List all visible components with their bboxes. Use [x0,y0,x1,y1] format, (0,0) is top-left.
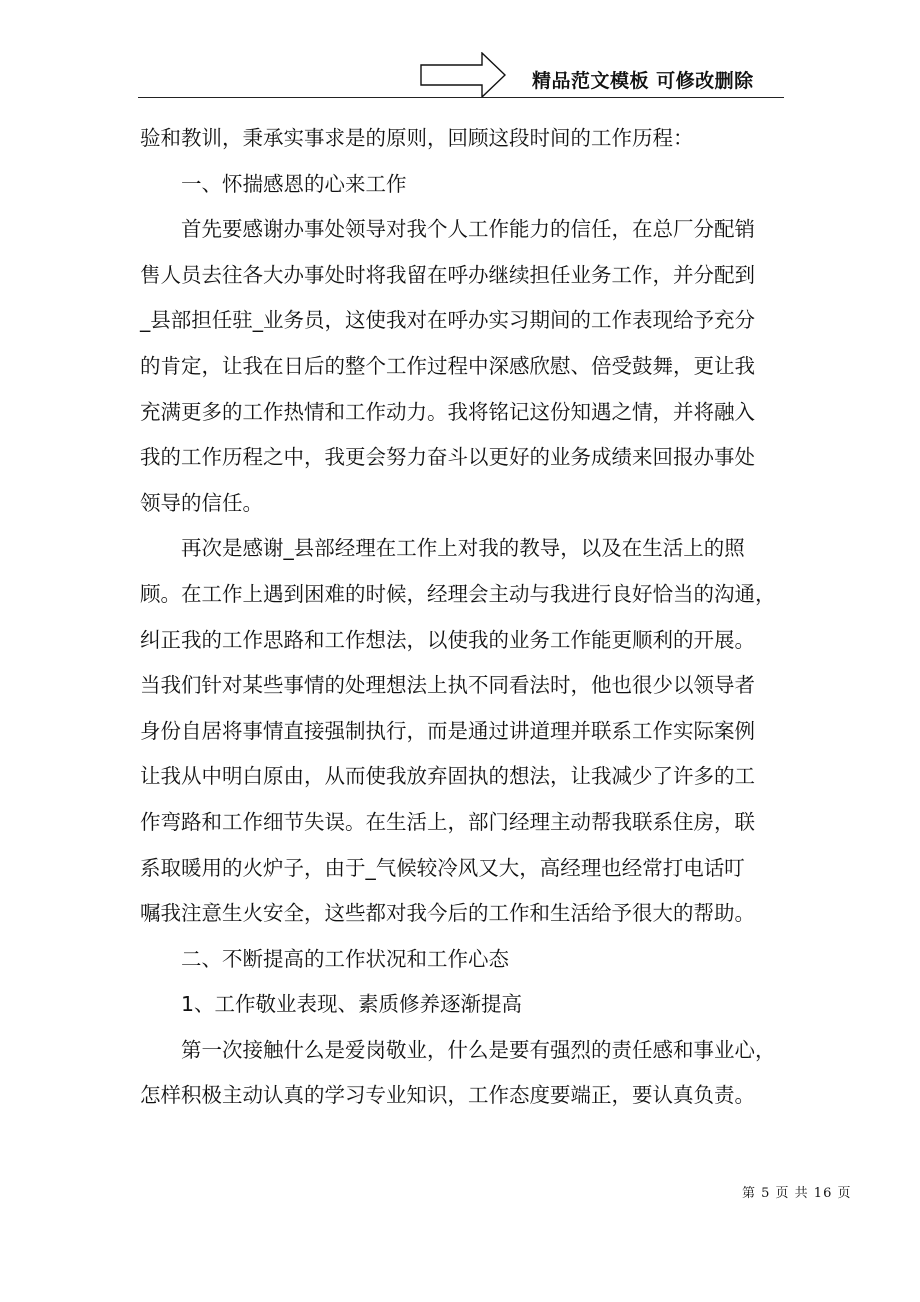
text-line: 让我从中明白原由，从而使我放弃固执的想法，让我减少了许多的工 [140,764,755,789]
section-heading: 二、不断提高的工作状况和工作心态 [181,946,509,971]
text-line: 验和教训，秉承实事求是的原则，回顾这段时间的工作历程： [140,126,694,150]
text-line: 身份自居将事情直接强制执行，而是通过讲道理并联系工作实际案例 [140,718,755,743]
page-header [0,0,920,100]
text-line: 首先要感谢办事处领导对我个人工作能力的信任，在总厂分配销 [181,217,755,242]
subsection-heading: 1、工作敬业表现、素质修养逐渐提高 [181,992,523,1017]
section-heading: 一、怀揣感恩的心来工作 [181,171,407,196]
text-line: 第一次接触什么是爱岗敬业，什么是要有强烈的责任感和事业心， [181,1037,776,1062]
text-line: 的肯定，让我在日后的整个工作过程中深感欣慰、倍受鼓舞，更让我 [140,353,755,378]
text-line: 充满更多的工作热情和工作动力。我将铭记这份知遇之情，并将融入 [140,399,755,424]
text-line: 顾。在工作上遇到困难的时候，经理会主动与我进行良好恰当的沟通， [140,581,776,606]
text-line: 我的工作历程之中，我更会努力奋斗以更好的业务成绩来回报办事处 [140,445,755,470]
text-line: 纠正我的工作思路和工作想法，以使我的业务工作能更顺利的开展。 [140,627,755,652]
page-number: 第 5 页 共 16 页 [742,1186,852,1201]
text-line: 当我们针对某些事情的处理想法上执不同看法时，他也很少以领导者 [140,673,755,698]
text-line: 嘱我注意生火安全，这些都对我今后的工作和生活给予很大的帮助。 [140,901,755,926]
text-line: 怎样积极主动认真的学习专业知识，工作态度要端正，要认真负责。 [140,1083,755,1108]
header-divider [138,97,784,98]
document-body [140,116,786,1119]
text-line: 作弯路和工作细节失误。在生活上，部门经理主动帮我联系住房，联 [140,809,755,834]
text-line: 再次是感谢_县部经理在工作上对我的教导，以及在生活上的照 [181,536,745,561]
header-title: 精品范文模板 可修改删除 [532,70,754,92]
text-line: 售人员去往各大办事处时将我留在呼办继续担任业务工作，并分配到 [140,262,755,287]
text-line: _县部担任驻_业务员，这使我对在呼办实习期间的工作表现给予充分 [140,308,755,333]
right-arrow-icon [420,52,506,98]
text-line: 系取暖用的火炉子，由于_气候较冷风又大，高经理也经常打电话叮 [140,855,745,880]
text-line: 领导的信任。 [140,490,263,515]
